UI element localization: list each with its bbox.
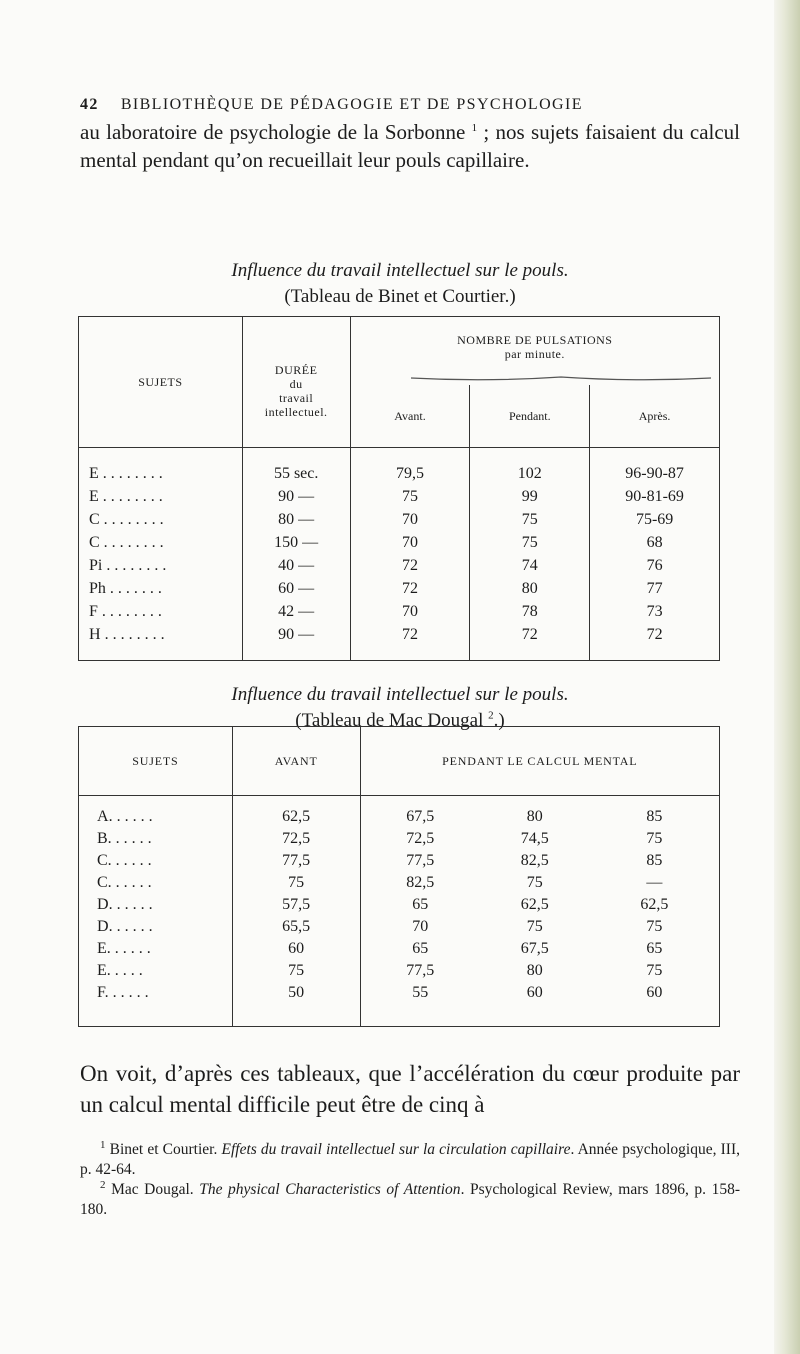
during-cell-1: 70 bbox=[412, 918, 429, 935]
during-cell-3: 75 bbox=[646, 962, 663, 979]
table-row bbox=[79, 872, 720, 894]
before-cell: 72 bbox=[350, 554, 470, 577]
during-cell-3: 85 bbox=[646, 852, 663, 869]
during-cell: 99 bbox=[470, 485, 590, 508]
after-cell: 90-81-69 bbox=[625, 487, 684, 505]
pulse-line-2: par minute. bbox=[504, 347, 565, 361]
before-cell: 70 bbox=[350, 531, 470, 554]
before-cell: 65,5 bbox=[232, 916, 360, 938]
table-row bbox=[79, 600, 720, 623]
subject-cell: Ph . . . . . . . bbox=[79, 577, 243, 600]
table1-header-pulse bbox=[350, 317, 719, 386]
table-row bbox=[79, 623, 720, 661]
before-cell: 72 bbox=[350, 623, 470, 661]
table2-header-subjects: SUJETS bbox=[79, 727, 233, 796]
subject-cell: E . . . . . . . . bbox=[79, 485, 243, 508]
table1-title: Influence du travail intellectuel sur le pouls. bbox=[231, 260, 569, 281]
after-cell: 77 bbox=[646, 579, 663, 597]
during-cell: 80 bbox=[470, 577, 590, 600]
table1-header-after: Après. bbox=[590, 385, 720, 448]
subject-cell: E . . . . . . . . bbox=[79, 448, 243, 486]
during-cell: 102 bbox=[470, 448, 590, 486]
during-cell: 78 bbox=[470, 600, 590, 623]
table-row bbox=[79, 577, 720, 600]
after-cell: 72 bbox=[646, 625, 663, 643]
before-cell: 70 bbox=[350, 600, 470, 623]
duration-cell: 150 — bbox=[242, 531, 350, 554]
duration-cell: 55 sec. bbox=[242, 448, 350, 486]
table1-header-before: Avant. bbox=[350, 385, 470, 448]
footnote-1: $^1$ Binet et Courtier. Effets du travail intellectuel sur la circulation capillaire. Année psychologique, III, p. 42-64. bbox=[80, 1138, 740, 1178]
footnotes bbox=[80, 1140, 740, 1220]
duration-line-3: travail bbox=[279, 391, 314, 405]
during-cell-3: 75 bbox=[646, 918, 663, 935]
subject-cell: A. . . . . . bbox=[79, 796, 233, 829]
table1-source: (Tableau de Binet et Courtier.) bbox=[284, 286, 516, 307]
running-head bbox=[80, 96, 700, 114]
before-cell: 70 bbox=[350, 508, 470, 531]
during-cell-1: 65 bbox=[412, 940, 429, 957]
duration-cell: 90 — bbox=[242, 485, 350, 508]
table-row bbox=[79, 982, 720, 1027]
after-cell: 75-69 bbox=[635, 510, 674, 528]
subject-cell: H . . . . . . . . bbox=[79, 623, 243, 661]
before-cell: 50 bbox=[232, 982, 360, 1027]
during-cell-2: 67,5 bbox=[520, 940, 549, 957]
table2-mac-dougal bbox=[78, 726, 720, 1027]
duration-cell: 40 — bbox=[242, 554, 350, 577]
subject-cell: F . . . . . . . . bbox=[79, 600, 243, 623]
duration-cell: 90 — bbox=[242, 623, 350, 661]
conclusion-paragraph: On voit, d’après ces tableaux, que l’accélération du cœur produite par un calcul mental difficile peut être de cinq à bbox=[80, 1061, 740, 1117]
page-number: 42 bbox=[80, 96, 99, 113]
during-cell-1: 82,5 bbox=[406, 874, 435, 891]
during-cell-3: 65 bbox=[646, 940, 663, 957]
table2-header-during: PENDANT LE CALCUL MENTAL bbox=[360, 727, 719, 796]
table-row bbox=[79, 894, 720, 916]
during-cell-3: — bbox=[646, 874, 663, 891]
during-cell-2: 75 bbox=[526, 874, 543, 891]
during-cell-3: 62,5 bbox=[640, 896, 669, 913]
footnote-2: $^2$ Mac Dougal. The physical Characteristics of Attention. Psychological Review, mars 1896, p. 158-180. bbox=[80, 1178, 741, 1218]
during-cell-2: 82,5 bbox=[520, 852, 549, 869]
before-cell: 77,5 bbox=[232, 850, 360, 872]
table1-header-duration bbox=[242, 317, 350, 448]
before-cell: 79,5 bbox=[350, 448, 470, 486]
footnote-ref-2: 2 bbox=[488, 709, 494, 722]
during-cell-3: 85 bbox=[646, 808, 663, 825]
table1-header-subjects: SUJETS bbox=[79, 317, 243, 448]
during-cell: 75 bbox=[470, 508, 590, 531]
after-cell: 73 bbox=[646, 602, 663, 620]
subject-cell: Pi . . . . . . . . bbox=[79, 554, 243, 577]
duration-line-4: intellectuel. bbox=[264, 405, 328, 419]
before-cell: 60 bbox=[232, 938, 360, 960]
subject-cell: F. . . . . . bbox=[79, 982, 233, 1027]
table2-source: (Tableau de Mac Dougal $^2$.) bbox=[295, 709, 505, 731]
during-cell-2: 75 bbox=[526, 918, 543, 935]
table1-header-during: Pendant. bbox=[470, 385, 590, 448]
table2-header-before: AVANT bbox=[232, 727, 360, 796]
during-cell-1: 65 bbox=[412, 896, 429, 913]
duration-line-1: DURÉE bbox=[274, 363, 318, 377]
after-cell: 96-90-87 bbox=[625, 464, 684, 482]
during-cell: 74 bbox=[470, 554, 590, 577]
subject-cell: C . . . . . . . . bbox=[79, 531, 243, 554]
footnote-ref-1: 1 bbox=[471, 122, 478, 134]
before-cell: 72,5 bbox=[232, 828, 360, 850]
before-cell: 75 bbox=[232, 960, 360, 982]
after-cell: 68 bbox=[646, 533, 663, 551]
table2-title: Influence du travail intellectuel sur le pouls. bbox=[231, 684, 569, 705]
table-row bbox=[79, 828, 720, 850]
table-row bbox=[79, 796, 720, 829]
during-cell-1: 77,5 bbox=[406, 852, 435, 869]
subject-cell: C. . . . . . bbox=[79, 872, 233, 894]
subject-cell: D. . . . . . bbox=[79, 916, 233, 938]
during-cell-1: 67,5 bbox=[406, 808, 435, 825]
intro-paragraph bbox=[80, 118, 740, 174]
during-cell-2: 80 bbox=[526, 808, 543, 825]
duration-line-2: du bbox=[289, 377, 303, 391]
table-row bbox=[79, 554, 720, 577]
subject-cell: C. . . . . . bbox=[79, 850, 233, 872]
pulse-line-1: NOMBRE DE PULSATIONS bbox=[457, 333, 613, 347]
before-cell: 72 bbox=[350, 577, 470, 600]
subject-cell: E. . . . . . bbox=[79, 938, 233, 960]
subject-cell: C . . . . . . . . bbox=[79, 508, 243, 531]
table-row bbox=[79, 485, 720, 508]
table-row bbox=[79, 531, 720, 554]
table-row bbox=[79, 850, 720, 872]
during-cell-1: 77,5 bbox=[406, 962, 435, 979]
during-cell-2: 62,5 bbox=[520, 896, 549, 913]
during-cell-2: 74,5 bbox=[520, 830, 549, 847]
intro-text-after: ; nos sujets faisaient du calcul mental pendant qu’on recueillait leur pouls capillaire. bbox=[80, 120, 741, 172]
table-row bbox=[79, 938, 720, 960]
before-cell: 62,5 bbox=[232, 796, 360, 829]
duration-cell: 60 — bbox=[242, 577, 350, 600]
running-title: BIBLIOTHÈQUE DE PÉDAGOGIE ET DE PSYCHOLOGIE bbox=[120, 96, 583, 113]
during-cell-3: 60 bbox=[646, 984, 663, 1001]
table-row bbox=[79, 916, 720, 938]
during-cell: 75 bbox=[470, 531, 590, 554]
table-row bbox=[79, 508, 720, 531]
during-cell-1: 55 bbox=[412, 984, 429, 1001]
subject-cell: B. . . . . . bbox=[79, 828, 233, 850]
intro-text: au laboratoire de psychologie de la Sorbonne bbox=[80, 120, 466, 144]
after-cell: 76 bbox=[646, 556, 663, 574]
during-cell-3: 75 bbox=[646, 830, 663, 847]
before-cell: 75 bbox=[350, 485, 470, 508]
table1-caption bbox=[80, 258, 720, 310]
page-edge-shadow bbox=[774, 0, 800, 1354]
before-cell: 57,5 bbox=[232, 894, 360, 916]
duration-cell: 80 — bbox=[242, 508, 350, 531]
table-row bbox=[79, 960, 720, 982]
table1-binet-courtier bbox=[78, 316, 720, 661]
during-cell: 72 bbox=[470, 623, 590, 661]
subject-cell: D. . . . . . bbox=[79, 894, 233, 916]
during-cell-1: 72,5 bbox=[406, 830, 435, 847]
during-cell-2: 60 bbox=[526, 984, 543, 1001]
duration-cell: 42 — bbox=[242, 600, 350, 623]
during-cell-2: 80 bbox=[526, 962, 543, 979]
subject-cell: E. . . . . bbox=[79, 960, 233, 982]
brace-flourish bbox=[411, 373, 711, 383]
table-row bbox=[79, 448, 720, 486]
before-cell: 75 bbox=[232, 872, 360, 894]
